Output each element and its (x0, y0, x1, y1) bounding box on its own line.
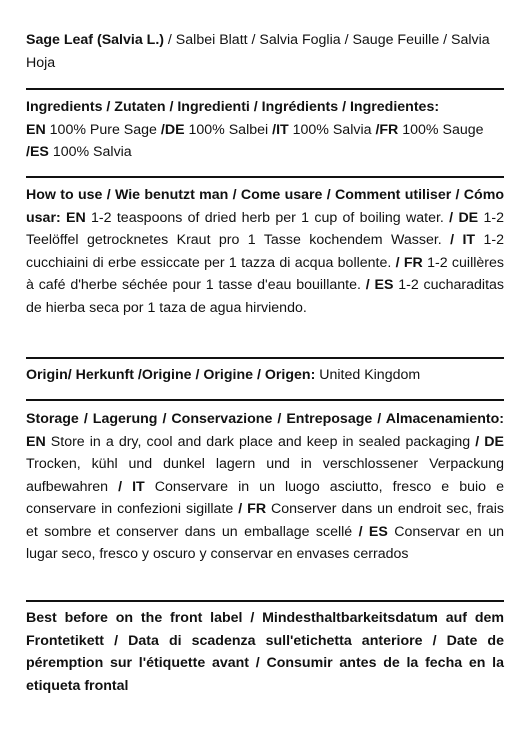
how-to-use-text-de: 1-2 Teelöffel getrocknetes Kraut pro 1 Tasse kochendem Wasser. (26, 209, 504, 248)
separator: / (118, 478, 123, 495)
separator: / (375, 121, 380, 138)
storage-text-es: Conservar en un lugar seco, fresco y oscuro y conservar en envases cerrados (26, 523, 504, 562)
separator: / (160, 121, 165, 138)
lang-code-de: DE (164, 121, 185, 138)
lang-code-en: EN (26, 433, 46, 450)
best-before-text: Best before on the front label / Mindesthaltbarkeitsdatum auf dem Frontetikett / Data di scadenza sull'etichetta anteriore / Date de péremption sur l'étiquette avant / Consumir antes de la fecha en la etiqueta frontal (26, 610, 504, 694)
origin-section (26, 364, 504, 387)
lang-code-es: ES (368, 523, 388, 540)
separator: / (26, 144, 30, 160)
storage-text-fr: Conserver dans un endroit sec, frais et sombre et conserver dans un emballage scellé (26, 501, 504, 540)
how-to-use-text-es: 1-2 cucharaditas de hierba seca por 1 taza de agua hirviendo. (26, 277, 504, 316)
how-to-use-text-fr: 1-2 cuillères à café d'herbe séchée pour 1 tasse d'eau bouillante. (26, 254, 504, 293)
ingredients-text-en: 100% Pure Sage (45, 121, 161, 138)
lang-code-it: IT (132, 478, 145, 495)
storage-text-de: Trocken, kühl und dunkel lagern und in verschlossener Verpackung aufbewahren (26, 456, 504, 495)
ingredients-text-de: 100% Salbei (184, 121, 273, 138)
how-to-use-heading: How to use / Wie benutzt man / Come usare / Comment utiliser / Cómo usar: (26, 187, 504, 226)
section-divider (26, 176, 504, 178)
lang-code-en: EN (66, 209, 86, 226)
separator: / (449, 209, 454, 226)
lang-code-it: IT (462, 232, 476, 248)
separator: / (272, 121, 277, 138)
ingredients-text-fr: 100% Sauge (398, 121, 484, 138)
origin-value: United Kingdom (315, 367, 421, 383)
storage-section (26, 408, 504, 566)
separator: / (358, 523, 363, 540)
lang-code-fr: FR (379, 121, 399, 138)
ingredients-text-es: 100% Salvia (48, 144, 132, 160)
how-to-use-text-en: 1-2 teaspoons of dried herb per 1 cup of boiling water. (85, 209, 450, 226)
separator: / (395, 254, 400, 271)
lang-code-de: DE (484, 433, 504, 450)
storage-text-it: Conservare in un luogo asciutto, fresco e buio e conservare in confezioni sigillate (26, 478, 504, 517)
section-divider (26, 399, 504, 401)
origin-heading: Origin/ Herkunft /Origine / Origine / Origen: (26, 367, 316, 383)
how-to-use-text-it: 1-2 cucchiaini di erbe essiccate per 1 tazza di acqua bollente. (26, 232, 504, 271)
ingredients-heading: Ingredients / Zutaten / Ingredienti / Ingrédients / Ingredientes: (26, 99, 440, 115)
lang-code-it: IT (276, 121, 289, 138)
separator: / (475, 433, 480, 450)
separator: / (238, 501, 243, 517)
lang-code-fr: FR (403, 254, 423, 271)
section-divider (26, 88, 504, 90)
ingredients-text-it: 100% Salvia (288, 121, 376, 138)
product-name-latin: Sage Leaf (Salvia L.) (26, 32, 164, 48)
storage-text-en: Store in a dry, cool and dark place and keep in sealed packaging (45, 433, 476, 450)
ingredients-section (26, 96, 504, 164)
separator: / (450, 232, 455, 248)
product-name-translations: / Salbei Blatt / Salvia Foglia / Sauge Feuille / Salvia Hoja (26, 32, 490, 71)
section-divider (26, 600, 504, 602)
section-divider (26, 357, 504, 359)
best-before-section (26, 607, 504, 697)
separator: / (365, 277, 370, 293)
storage-heading: Storage / Lagerung / Conservazione / Entreposage / Almacenamiento: (26, 411, 504, 427)
lang-code-es: ES (29, 144, 49, 160)
lang-code-es: ES (374, 277, 394, 293)
lang-code-de: DE (458, 209, 479, 226)
lang-code-fr: FR (247, 501, 267, 517)
lang-code-en: EN (26, 121, 46, 138)
how-to-use-section (26, 184, 504, 319)
product-name (26, 29, 504, 74)
